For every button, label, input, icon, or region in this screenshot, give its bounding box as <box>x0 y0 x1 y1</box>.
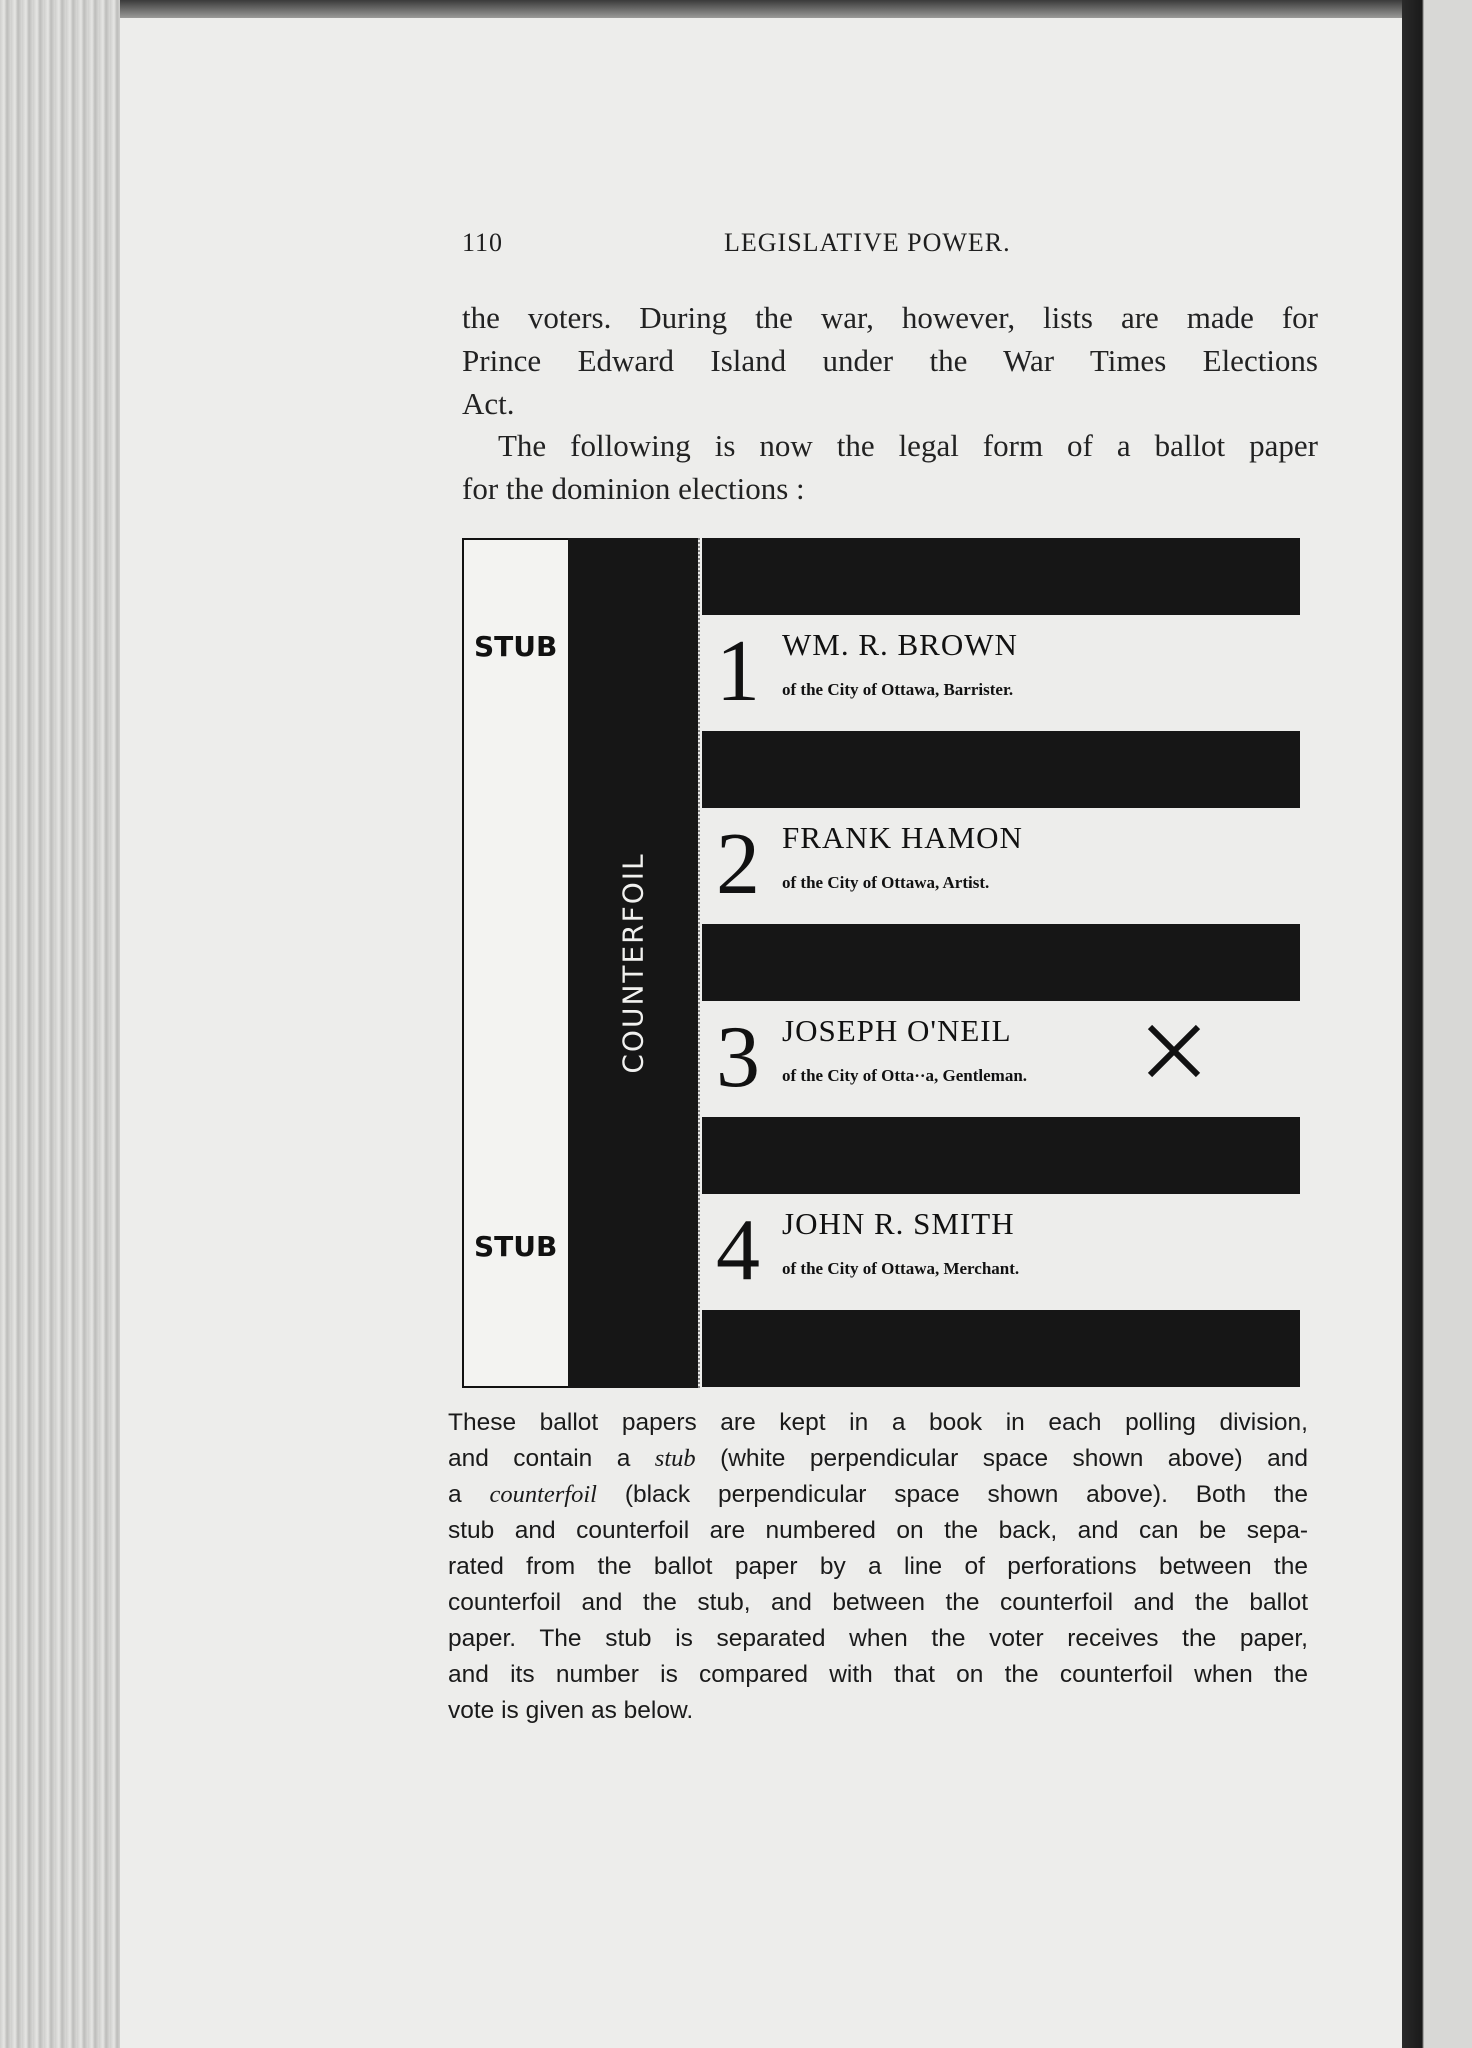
text-line: for the dominion elections : <box>462 471 805 506</box>
running-title: LEGISLATIVE POWER. <box>724 228 1011 257</box>
candidate-number: 1 <box>716 623 760 720</box>
candidate-description: of the City of Otta··a, Gentleman. <box>782 1066 1028 1085</box>
text-run: and contain a <box>448 1445 655 1472</box>
x-mark-icon <box>1142 1019 1206 1083</box>
text-line: the voters. During the war, however, lists are made for <box>462 300 1318 335</box>
ballot-counterfoil <box>568 538 698 1388</box>
black-band <box>702 538 1300 615</box>
candidate-row <box>702 808 1300 924</box>
text-line: Prince Edward Island under the War Times Elections <box>462 343 1318 378</box>
candidate-description: of the City of Ottawa, Barrister. <box>782 680 1014 699</box>
candidate-name: FRANK HAMON <box>782 820 1023 855</box>
page-number: 110 <box>462 228 504 257</box>
black-band <box>702 731 1300 808</box>
perforation-line <box>698 538 700 1388</box>
black-band <box>702 1117 1300 1194</box>
paragraph-ballot-intro <box>462 424 1318 510</box>
ballot-stub <box>462 538 572 1388</box>
black-band <box>702 1310 1300 1387</box>
text-line: These ballot papers are kept in a book in each polling division, <box>448 1409 1308 1436</box>
text-run: (white perpendicular space shown above) and <box>695 1445 1308 1472</box>
candidate-number: 2 <box>716 816 760 913</box>
black-band <box>702 924 1300 1001</box>
text-run: a <box>448 1481 490 1508</box>
candidate-number: 3 <box>716 1009 760 1106</box>
candidate-description: of the City of Ottawa, Artist. <box>782 873 990 892</box>
book-page-edges <box>0 0 130 2048</box>
text-run: (black perpendicular space shown above). Both the <box>596 1481 1308 1508</box>
candidate-name: JOSEPH O'NEIL <box>782 1013 1012 1048</box>
counterfoil-label: COUNTERFOIL <box>616 852 650 1074</box>
candidate-row <box>702 1194 1300 1310</box>
text-line: paper. The stub is separated when the voter receives the paper, <box>448 1625 1308 1652</box>
candidate-description: of the City of Ottawa, Merchant. <box>782 1259 1020 1278</box>
text-line: counterfoil and the stub, and between the counterfoil and the ballot <box>448 1589 1308 1616</box>
text-line <box>448 1477 1308 1513</box>
text-line: stub and counterfoil are numbered on the back, and can be sepa- <box>448 1517 1308 1544</box>
stub-term: stub <box>654 1445 696 1472</box>
stub-label-bottom: STUB <box>474 1230 558 1263</box>
text-line: vote is given as below. <box>448 1697 694 1724</box>
text-line: rated from the ballot paper by a line of perforations between the <box>448 1553 1308 1580</box>
candidate-number: 4 <box>716 1202 760 1299</box>
candidate-name: JOHN R. SMITH <box>782 1206 1015 1241</box>
stub-label-top: STUB <box>474 630 558 663</box>
candidate-name: WM. R. BROWN <box>782 627 1018 662</box>
text-line <box>448 1441 1308 1477</box>
ballot-paper-figure <box>462 538 1300 1388</box>
text-line: The following is now the legal form of a ballot paper <box>498 428 1318 463</box>
candidate-row <box>702 615 1300 731</box>
book-gutter <box>1402 0 1472 2048</box>
ballot-explanation-note <box>448 1405 1308 1729</box>
page-top-shadow <box>120 0 1402 18</box>
candidate-row <box>702 1001 1300 1117</box>
running-header <box>462 228 1322 268</box>
text-line: and its number is compared with that on the counterfoil when the <box>448 1661 1308 1688</box>
paragraph-voters-lists <box>462 296 1318 425</box>
counterfoil-term: counterfoil <box>489 1481 597 1508</box>
text-line: Act. <box>462 386 515 421</box>
